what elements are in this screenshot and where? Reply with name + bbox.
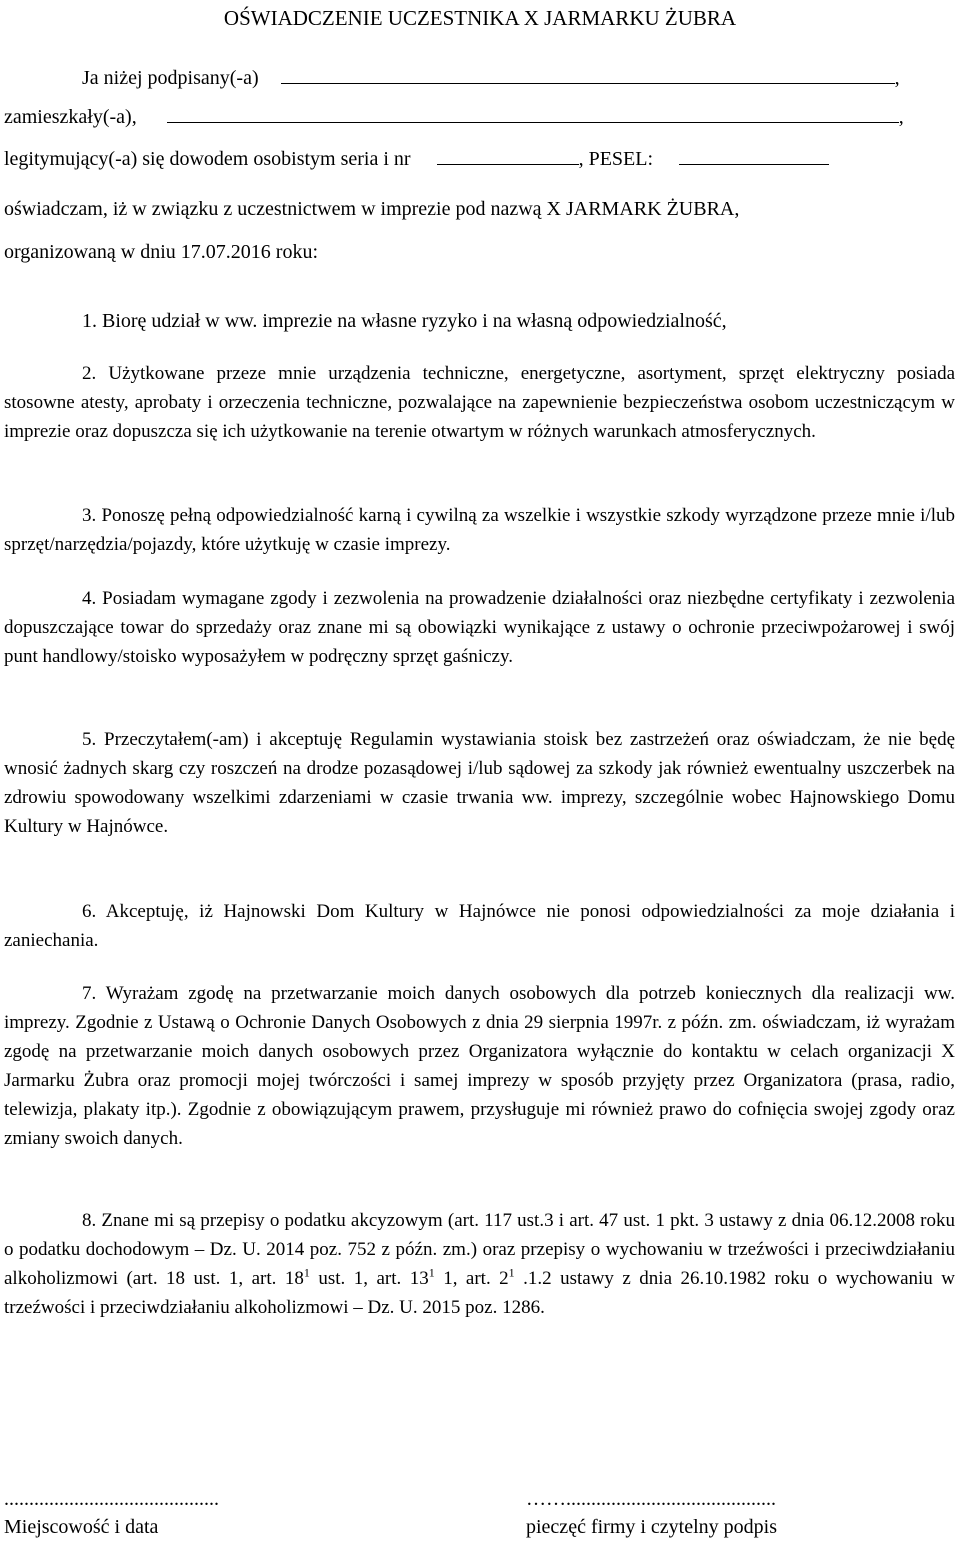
comma: , bbox=[894, 67, 900, 89]
date-line: organizowaną w dniu 17.07.2016 roku: bbox=[4, 241, 319, 263]
place-date-label: Miejscowość i data bbox=[4, 1516, 159, 1538]
signature-dots[interactable]: …….......................................... bbox=[526, 1488, 776, 1510]
item-8-sup-b: 1 bbox=[428, 1265, 435, 1280]
item-3: 3. Ponoszę pełną odpowiedzialność karną i cywilną za wszelkie i wszystkie szkody wyrządzone przeze mnie i/lub sprzęt/narzędzia/pojazdy, które użytkuję w czasie imprezy. bbox=[4, 505, 955, 555]
address-field[interactable] bbox=[167, 104, 899, 123]
pesel-field[interactable] bbox=[679, 146, 829, 165]
item-8-text-c: 1, art. 2 bbox=[434, 1268, 509, 1289]
address-line bbox=[4, 103, 956, 131]
address-label: zamieszkały(-a), bbox=[4, 106, 137, 128]
name-label: Ja niżej podpisany(-a) bbox=[82, 67, 259, 89]
id-line bbox=[4, 145, 956, 173]
signature-label: pieczęć firmy i czytelny podpis bbox=[526, 1516, 778, 1538]
id-label: legitymujący(-a) się dowodem osobistym seria i nr bbox=[4, 148, 411, 170]
item-8-text-b: ust. 1, art. 13 bbox=[309, 1268, 429, 1289]
name-field[interactable] bbox=[281, 65, 895, 84]
item-1: 1. Biorę udział w ww. imprezie na własne ryzyko i na własną odpowiedzialność, bbox=[82, 310, 727, 332]
id-number-field[interactable] bbox=[437, 146, 579, 165]
document-title: OŚWIADCZENIE UCZESTNIKA X JARMARKU ŻUBRA bbox=[223, 6, 737, 30]
item-5: 5. Przeczytałem(-am) i akceptuję Regulamin wystawiania stoisk bez zastrzeżeń oraz oświadczam, że nie będę wnosić żadnych skarg czy roszczeń na drodze pozasądowej i/lub sądowej za szkody jak również ewentualny uszczerbek na zdrowiu spowodowany wszelkimi zdarzeniami w czasie trwania ww. imprezy, szczególnie wobec Hajnowskiego Domu Kultury w Hajnówce. bbox=[4, 729, 955, 837]
declaration-line: oświadczam, iż w związku z uczestnictwem w imprezie pod nazwą X JARMARK ŻUBRA, bbox=[4, 198, 740, 220]
item-6: 6. Akceptuję, iż Hajnowski Dom Kultury w Hajnówce nie ponosi odpowiedzialności za moje działania i zaniechania. bbox=[4, 901, 955, 951]
place-date-dots[interactable]: ........................................... bbox=[4, 1488, 219, 1510]
comma: , bbox=[898, 106, 904, 128]
item-8 bbox=[4, 1206, 955, 1322]
item-8-text-d: .1.2 ustawy z dnia 26.10.1982 roku o wychowaniu w trzeźwości i przeciwdziałaniu alkoholizmowi – Dz. U. 2015 poz. 1286. bbox=[4, 1268, 955, 1318]
item-2: 2. Użytkowane przeze mnie urządzenia techniczne, energetyczne, asortyment, sprzęt elektryczny posiada stosowne atesty, aprobaty i orzeczenia techniczne, pozwalające na zapewnienie bezpieczeństwa osobom uczestniczącym w imprezie oraz dopuszcza się ich użytkowanie na terenie otwartym w różnych warunkach atmosferycznych. bbox=[4, 363, 955, 442]
item-4: 4. Posiadam wymagane zgody i zezwolenia na prowadzenie działalności oraz niezbędne certyfikaty i zezwolenia dopuszczające towar do sprzedaży oraz znane mi są obowiązki wynikające z ustawy o ochronie przeciwpożarowej i swój punt handlowy/stoisko wyposażyłem w podręczny sprzęt gaśniczy. bbox=[4, 588, 955, 667]
item-8-sup-c: 1 bbox=[508, 1265, 515, 1280]
pesel-label: , PESEL: bbox=[578, 148, 654, 170]
item-7: 7. Wyrażam zgodę na przetwarzanie moich danych osobowych dla potrzeb koniecznych dla realizacji ww. imprezy. Zgodnie z Ustawą o Ochronie Danych Osobowych z dnia 29 sierpnia 1997r. z późn. zm. oświadczam, iż wyrażam zgodę na przetwarzanie moich danych osobowych przez Organizatora wyłącznie do kontaktu w celach organizacji X Jarmarku Żubra oraz promocji mojej twórczości i samej imprezy w sposób przyjęty przez Organizatora (prasa, radio, telewizja, plakaty itp.). Zgodnie z obowiązującym prawem, przysługuje mi również prawo do cofnięcia swojej zgody oraz zmiany swoich danych. bbox=[4, 983, 955, 1149]
item-8-sup-a: 1 bbox=[303, 1265, 310, 1280]
item-8-text-a: 8. Znane mi są przepisy o podatku akcyzowym (art. 117 ust.3 i art. 47 ust. 1 pkt. 3 ustawy z dnia 06.12.2008 roku o podatku dochodowym – Dz. U. 2014 poz. 752 z późn. zm.) oraz przepisy o wychowaniu w trzeźwości i przeciwdziałaniu alkoholizmowi (art. 18 ust. 1, art. 18 bbox=[4, 1210, 955, 1289]
name-line bbox=[4, 64, 956, 92]
